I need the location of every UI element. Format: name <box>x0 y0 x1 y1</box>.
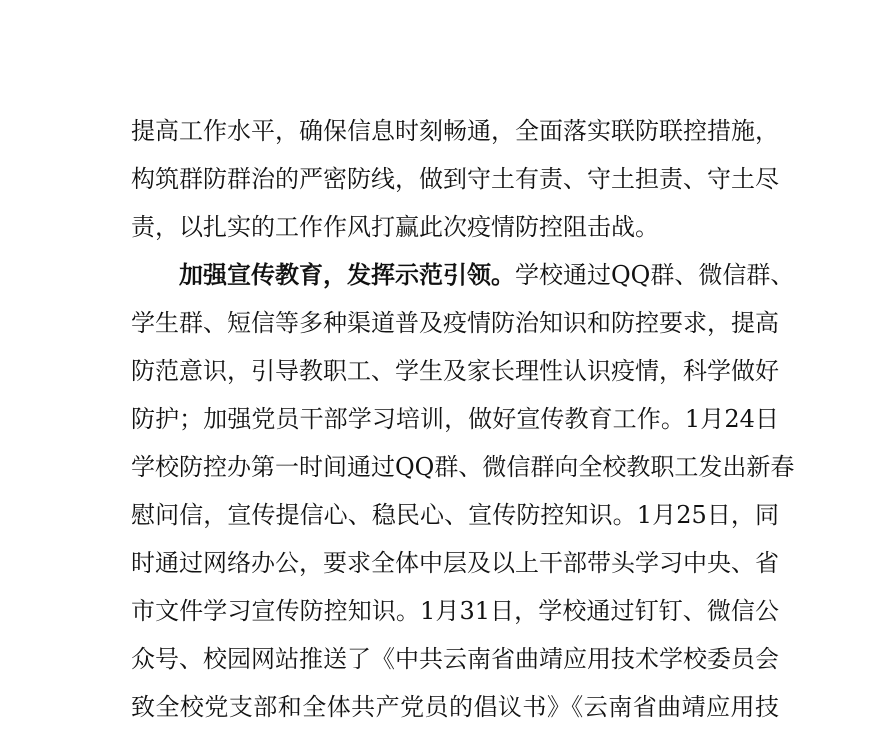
paragraph2-line-3: 防范意识，引导教职工、学生及家长理性认识疫情，科学做好 <box>131 357 779 385</box>
paragraph2-first-line <box>179 251 795 299</box>
paragraph2-line-4: 防护；加强党员干部学习培训，做好宣传教育工作。1月24日 <box>131 405 779 433</box>
paragraph2-line-8: 市文件学习宣传防控知识。1月31日，学校通过钉钉、微信公 <box>131 597 779 625</box>
paragraph2-line-7: 时通过网络办公，要求全体中层及以上干部带头学习中央、省 <box>131 549 779 577</box>
paragraph2-line-2: 学生群、短信等多种渠道普及疫情防治知识和防控要求，提高 <box>131 309 779 337</box>
paragraph2-first-line-rest: 学校通过QQ群、微信群、 <box>515 261 795 289</box>
paragraph1-line-3: 责，以扎实的工作作风打赢此次疫情防控阻击战。 <box>131 213 659 241</box>
paragraph1-line-2: 构筑群防群治的严密防线，做到守土有责、守土担责、守土尽 <box>131 165 779 193</box>
paragraph2-line-10: 致全校党支部和全体共产党员的倡议书》《云南省曲靖应用技 <box>131 693 779 721</box>
paragraph2-heading: 加强宣传教育，发挥示范引领。 <box>179 260 515 289</box>
paragraph2-line-5: 学校防控办第一时间通过QQ群、微信群向全校教职工发出新春 <box>131 453 795 481</box>
paragraph2-line-6: 慰问信，宣传提信心、稳民心、宣传防控知识。1月25日，同 <box>131 501 779 529</box>
paragraph2-line-9: 众号、校园网站推送了《中共云南省曲靖应用技术学校委员会 <box>131 645 779 673</box>
paragraph1-line-1: 提高工作水平，确保信息时刻畅通，全面落实联防联控措施， <box>131 117 779 145</box>
